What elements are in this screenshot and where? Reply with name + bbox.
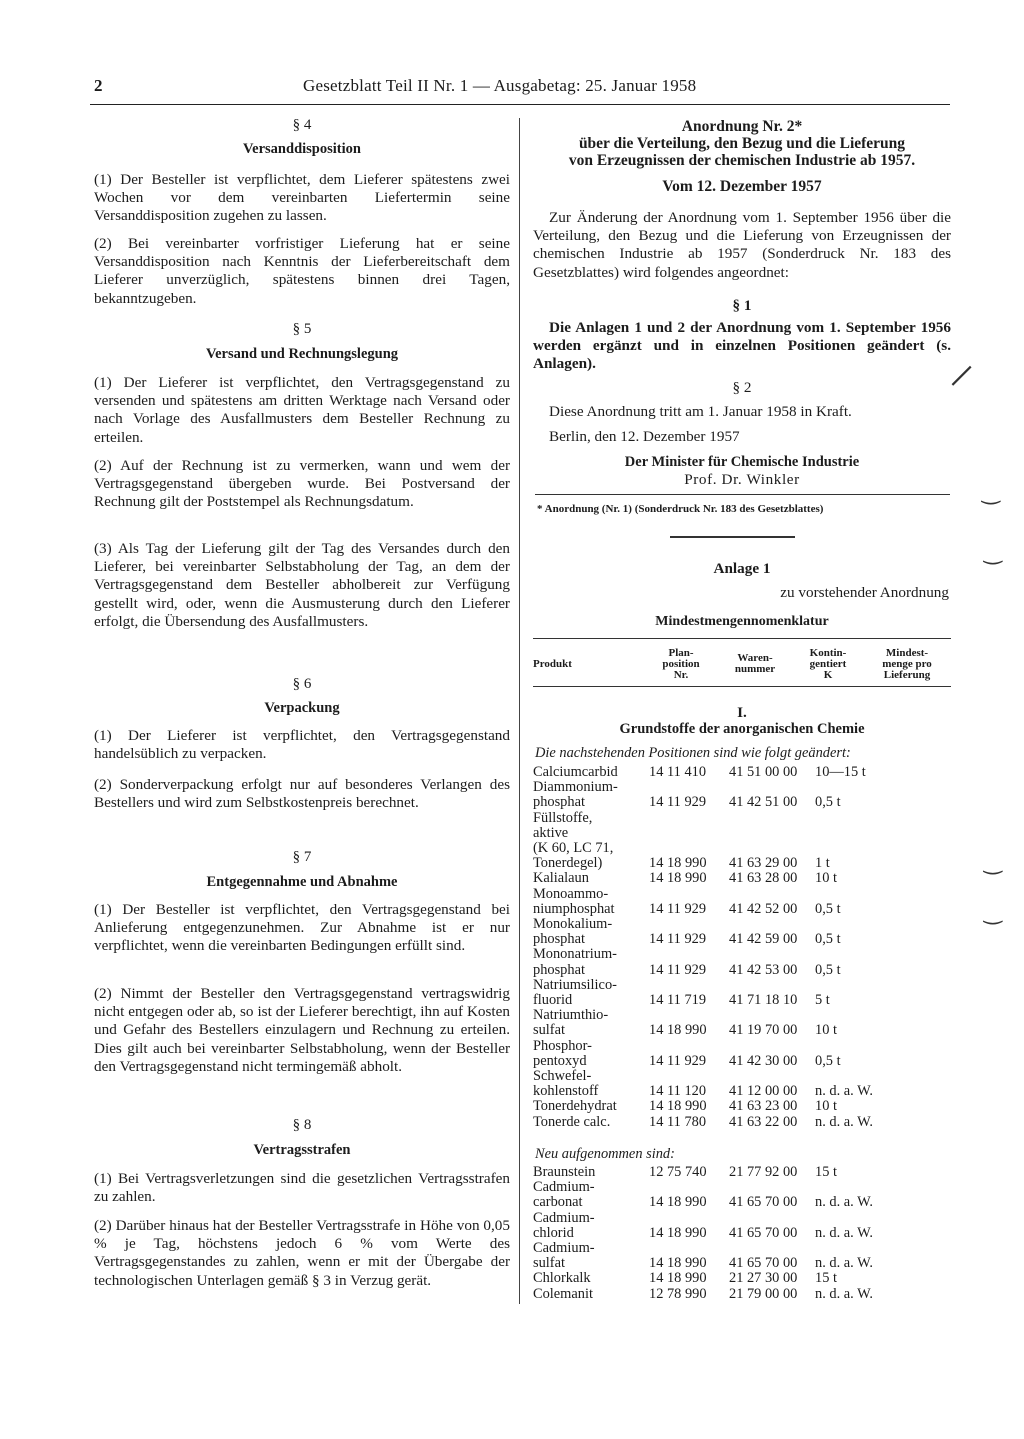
group-number: I. <box>737 704 747 721</box>
waren-nummer-cell: 21 77 92 00 <box>729 1164 798 1180</box>
product-cell: Cadmium- sulfat <box>533 1240 595 1272</box>
waren-nummer-cell: 41 65 70 00 <box>729 1224 798 1241</box>
waren-nummer-cell: 41 12 00 00 <box>729 1083 798 1100</box>
ordinance-heading-1: Anordnung Nr. 2* <box>681 118 803 135</box>
plan-position-cell: 12 75 740 <box>649 1164 707 1180</box>
table-row <box>533 1099 951 1114</box>
new-label: Neu aufgenommen sind: <box>535 1146 675 1162</box>
col-header-produkt <box>533 644 645 684</box>
table-row <box>533 1271 951 1286</box>
paragraph: (1) Bei Vertragsverletzungen sind die gesetzlichen Vertragsstrafen zu zahlen. <box>94 1170 510 1206</box>
table-row <box>533 978 951 1008</box>
anlage-subtitle: zu vorstehender Anordnung <box>780 584 949 601</box>
product-cell: Tonerdehydrat <box>533 1098 617 1115</box>
waren-nummer-cell: 41 51 00 00 <box>729 764 798 780</box>
table-row <box>533 871 951 886</box>
paragraph: (2) Nimmt der Besteller den Vertragsgegenstand vertragswidrig nicht entgegen oder ab, so ist der Lieferer berechtigt, ihn auf Kosten und Gefahr des Bestellers einzulagern und Rechnung zu erteilen. Dies gilt auch bei vereinbarter Selbstabholung, wenn der Besteller den Vertragsgegenstand nicht termingemäß abholt. <box>94 985 510 1075</box>
product-cell: Natriumthio- sulfat <box>533 1007 609 1039</box>
table-header-rule <box>533 686 951 687</box>
plan-position-cell: 14 18 990 <box>649 1224 707 1241</box>
plan-position-cell: 14 18 990 <box>649 1270 707 1287</box>
paragraph: Die Anlagen 1 und 2 der Anordnung vom 1. September 1956 werden ergänzt und in einzelnen Positionen geändert (s. Anlagen). <box>533 319 951 373</box>
col-header-kontingentiert: Kontin- gentiert K <box>809 646 847 681</box>
mindestmenge-cell: 10 t <box>815 1022 837 1039</box>
table-row <box>533 780 951 810</box>
product-cell: Chlorkalk <box>533 1270 591 1287</box>
anlage-title: Anlage 1 <box>713 560 771 577</box>
paragraph: (2) Bei vereinbarter vorfristiger Lieferung hat er seine Versanddisposition nach Kenntnis der Lieferbereitschaft dem Lieferer unverzüglich, spätestens binnen drei Tagen, bekanntzugeben. <box>94 235 510 307</box>
product-cell: Cadmium- chlorid <box>533 1209 595 1241</box>
plan-position-cell: 14 11 929 <box>649 794 707 811</box>
waren-nummer-cell: 41 63 28 00 <box>729 870 798 887</box>
section-title: Vertragsstrafen <box>253 1142 351 1158</box>
waren-nummer-cell: 41 65 70 00 <box>729 1255 798 1272</box>
table-row <box>533 1115 951 1130</box>
waren-nummer-cell: 21 27 30 00 <box>729 1270 798 1287</box>
paragraph: (1) Der Besteller ist verpflichtet, den Vertragsgegenstand bei Anlieferung entgegenzunehmen. Zur Abnahme ist er nur verpflichtet, wenn die vereinbarten Bedingungen erfüllt sind. <box>94 901 510 955</box>
mindestmenge-cell: 1 t <box>815 855 830 872</box>
plan-position-cell: 14 18 990 <box>649 1022 707 1039</box>
table-row <box>533 1241 951 1271</box>
table-row <box>533 1008 951 1038</box>
product-cell: Colemanit <box>533 1285 593 1302</box>
table-row <box>533 1165 951 1180</box>
ordinance-heading-2: über die Verteilung, den Bezug und die Lieferung <box>578 135 906 152</box>
changed-rows <box>533 765 951 1130</box>
product-cell: Mononatrium- phosphat <box>533 946 617 978</box>
product-cell: Schwefel- kohlenstoff <box>533 1068 599 1100</box>
product-cell: Kalialaun <box>533 870 589 887</box>
new-rows <box>533 1165 951 1302</box>
section-number: § 8 <box>292 1117 312 1133</box>
mindestmenge-cell: n. d. a. W. <box>815 1113 873 1130</box>
mindestmenge-cell: n. d. a. W. <box>815 1255 873 1272</box>
paragraph: Diese Anordnung tritt am 1. Januar 1958 in Kraft. <box>549 403 852 420</box>
plan-position-cell: 14 11 929 <box>649 900 707 917</box>
product-cell: Phosphor- pentoxyd <box>533 1037 592 1069</box>
waren-nummer-cell: 41 42 59 00 <box>729 931 798 948</box>
section-title: Entgegennahme und Abnahme <box>206 874 398 890</box>
table-row <box>533 1287 951 1302</box>
plan-position-cell: 14 11 410 <box>649 764 707 780</box>
waren-nummer-cell: 41 71 18 10 <box>729 992 798 1009</box>
plan-position-cell: 14 11 929 <box>649 931 707 948</box>
mindestmenge-cell: 15 t <box>815 1164 837 1180</box>
product-cell: Tonerde calc. <box>533 1113 611 1130</box>
plan-position-cell: 14 18 990 <box>649 1255 707 1272</box>
footnote-rule <box>535 494 950 495</box>
plan-position-cell: 14 11 929 <box>649 961 707 978</box>
table-row <box>533 917 951 947</box>
waren-nummer-cell: 41 19 70 00 <box>729 1022 798 1039</box>
margin-mark: ‿ <box>984 850 1002 875</box>
place-date: Berlin, den 12. Dezember 1957 <box>549 428 740 445</box>
mindestmenge-cell: n. d. a. W. <box>815 1083 873 1100</box>
table-row <box>533 765 951 780</box>
table-row <box>533 1039 951 1069</box>
group-title: Grundstoffe der anorganischen Chemie <box>619 721 865 737</box>
section-number: § 1 <box>732 297 752 314</box>
paragraph: (2) Sonderverpackung erfolgt nur auf besonderes Verlangen des Bestellers und wird zum Selbstkostenpreis berechnet. <box>94 776 510 812</box>
section-number: § 2 <box>732 379 752 396</box>
right-column <box>533 0 951 1439</box>
product-cell: Calciumcarbid <box>533 764 618 780</box>
mindestmenge-cell: 0,5 t <box>815 794 841 811</box>
paragraph: (1) Der Lieferer ist verpflichtet, den Vertragsgegenstand handelsüblich zu verpacken. <box>94 727 510 763</box>
short-rule <box>670 536 795 538</box>
table-row <box>533 887 951 917</box>
table-row <box>533 1180 951 1210</box>
table-row <box>533 1069 951 1099</box>
waren-nummer-cell: 21 79 00 00 <box>729 1285 798 1302</box>
plan-position-cell: 14 11 780 <box>649 1113 707 1130</box>
section-number: § 7 <box>292 849 312 865</box>
margin-mark: ‿ <box>984 900 1002 925</box>
minister-title: Der Minister für Chemische Industrie <box>624 454 860 470</box>
plan-position-cell: 14 18 990 <box>649 1098 707 1115</box>
section-title: Versand und Rechnungslegung <box>205 346 399 362</box>
section-number: § 6 <box>292 676 312 692</box>
table-top-rule <box>533 638 951 639</box>
product-cell: Diammonium- phosphat <box>533 779 618 811</box>
mindestmenge-cell: 10 t <box>815 1098 837 1115</box>
plan-position-cell: 12 78 990 <box>649 1285 707 1302</box>
product-cell: Monoammo- niumphosphat <box>533 885 615 917</box>
col-header-planposition: Plan- position Nr. <box>662 646 700 681</box>
paragraph: (2) Auf der Rechnung ist zu vermerken, wann und wem der Vertragsgegenstand übergeben wurde. Bei Postversand der Rechnung gilt der Poststempel als Rechnungsdatum. <box>94 457 510 511</box>
ordinance-heading-3: von Erzeugnissen der chemischen Industrie ab 1957. <box>568 152 916 169</box>
waren-nummer-cell: 41 42 30 00 <box>729 1052 798 1069</box>
plan-position-cell: 14 11 120 <box>649 1083 707 1100</box>
minister-name: Prof. Dr. Winkler <box>684 471 800 488</box>
footnote: * Anordnung (Nr. 1) (Sonderdruck Nr. 183 des Gesetzblattes) <box>537 503 824 515</box>
section-title: Verpackung <box>264 700 340 716</box>
mindestmenge-cell: 10—15 t <box>815 764 866 780</box>
table-row <box>533 947 951 977</box>
waren-nummer-cell: 41 63 29 00 <box>729 855 798 872</box>
col-header-produkt-label: Produkt <box>533 657 572 670</box>
paragraph: (3) Als Tag der Lieferung gilt der Tag des Versandes durch den Lieferer, bei vereinbarter Selbstabholung der Tag, an dem der Vertragsgegenstand dem Besteller abholbereit zur Verfügung gestellt wird, oder, wenn die Ausmusterung durch den Lieferer erfolgt, die Übersendung des Ausfallmusters. <box>94 540 510 630</box>
col-header-warennummer: Waren- nummer <box>734 652 776 675</box>
section-number: § 4 <box>292 117 312 133</box>
changed-label: Die nachstehenden Positionen sind wie folgt geändert: <box>535 745 851 761</box>
product-cell: Braunstein <box>533 1164 596 1180</box>
waren-nummer-cell: 41 42 53 00 <box>729 961 798 978</box>
table-row <box>533 1211 951 1241</box>
paragraph: (1) Der Besteller ist verpflichtet, dem Lieferer spätestens zwei Wochen vor dem vereinbarten Liefertermin seine Versanddisposition zugehen zu lassen. <box>94 171 510 225</box>
waren-nummer-cell: 41 65 70 00 <box>729 1194 798 1211</box>
section-title: Versanddisposition <box>243 141 361 157</box>
running-title: Gesetzblatt Teil II Nr. 1 — Ausgabetag: 25. Januar 1958 <box>303 76 697 95</box>
plan-position-cell: 14 18 990 <box>649 870 707 887</box>
waren-nummer-cell: 41 42 52 00 <box>729 900 798 917</box>
margin-mark: | <box>948 361 977 389</box>
waren-nummer-cell: 41 63 22 00 <box>729 1113 798 1130</box>
product-cell: Füllstoffe, aktive (K 60, LC 71, Tonerdegel) <box>533 809 614 872</box>
margin-mark: ‿ <box>984 540 1002 565</box>
product-cell: Cadmium- carbonat <box>533 1179 595 1211</box>
table-title: Mindestmengennomenklatur <box>655 614 829 629</box>
mindestmenge-cell: 0,5 t <box>815 1052 841 1069</box>
mindestmenge-cell: n. d. a. W. <box>815 1224 873 1241</box>
mindestmenge-cell: 15 t <box>815 1270 837 1287</box>
margin-mark: ‿ <box>982 480 1000 505</box>
paragraph: (2) Darüber hinaus hat der Besteller Vertragsstrafe in Höhe von 0,05 % je Tag, höchstens jedoch 6 % vom Werte des Vertragsgegenstandes zu zahlen, wenn er mit der Übergabe der technologischen Unterlagen gemäß § 3 in Verzug gerät. <box>94 1217 510 1289</box>
paragraph: (1) Der Lieferer ist verpflichtet, den Vertragsgegenstand zu versenden und spätestens am dritten Werktage nach Versand oder nach Vorlage des Ausfallmusters dem Besteller Rechnung zu erteilen. <box>94 374 510 446</box>
table-row <box>533 811 951 872</box>
product-cell: Monokalium- phosphat <box>533 916 613 948</box>
left-column <box>94 0 510 1439</box>
plan-position-cell: 14 11 929 <box>649 1052 707 1069</box>
waren-nummer-cell: 41 42 51 00 <box>729 794 798 811</box>
table-header <box>533 644 951 684</box>
page-number: 2 <box>94 76 103 95</box>
mindestmenge-cell: 5 t <box>815 992 830 1009</box>
plan-position-cell: 14 18 990 <box>649 1194 707 1211</box>
mindestmenge-cell: n. d. a. W. <box>815 1194 873 1211</box>
intro-paragraph: Zur Änderung der Anordnung vom 1. September 1956 über die Verteilung, den Bezug und die Lieferung von Erzeugnissen der chemischen Industrie ab 1957 (Sonderdruck Nr. 183 des Gesetzblattes) wird folgendes angeordnet: <box>533 209 951 281</box>
mindestmenge-cell: 0,5 t <box>815 931 841 948</box>
column-divider <box>519 118 520 1304</box>
ordinance-date: Vom 12. Dezember 1957 <box>662 178 822 195</box>
mindestmenge-cell: 10 t <box>815 870 837 887</box>
mindestmenge-cell: n. d. a. W. <box>815 1285 873 1302</box>
plan-position-cell: 14 11 719 <box>649 992 707 1009</box>
col-header-mindestmenge: Mindest- menge pro Lieferung <box>882 646 932 681</box>
section-number: § 5 <box>292 321 312 337</box>
waren-nummer-cell: 41 63 23 00 <box>729 1098 798 1115</box>
mindestmenge-cell: 0,5 t <box>815 961 841 978</box>
mindestmenge-cell: 0,5 t <box>815 900 841 917</box>
product-cell: Natriumsilico- fluorid <box>533 976 617 1009</box>
plan-position-cell: 14 18 990 <box>649 855 707 872</box>
